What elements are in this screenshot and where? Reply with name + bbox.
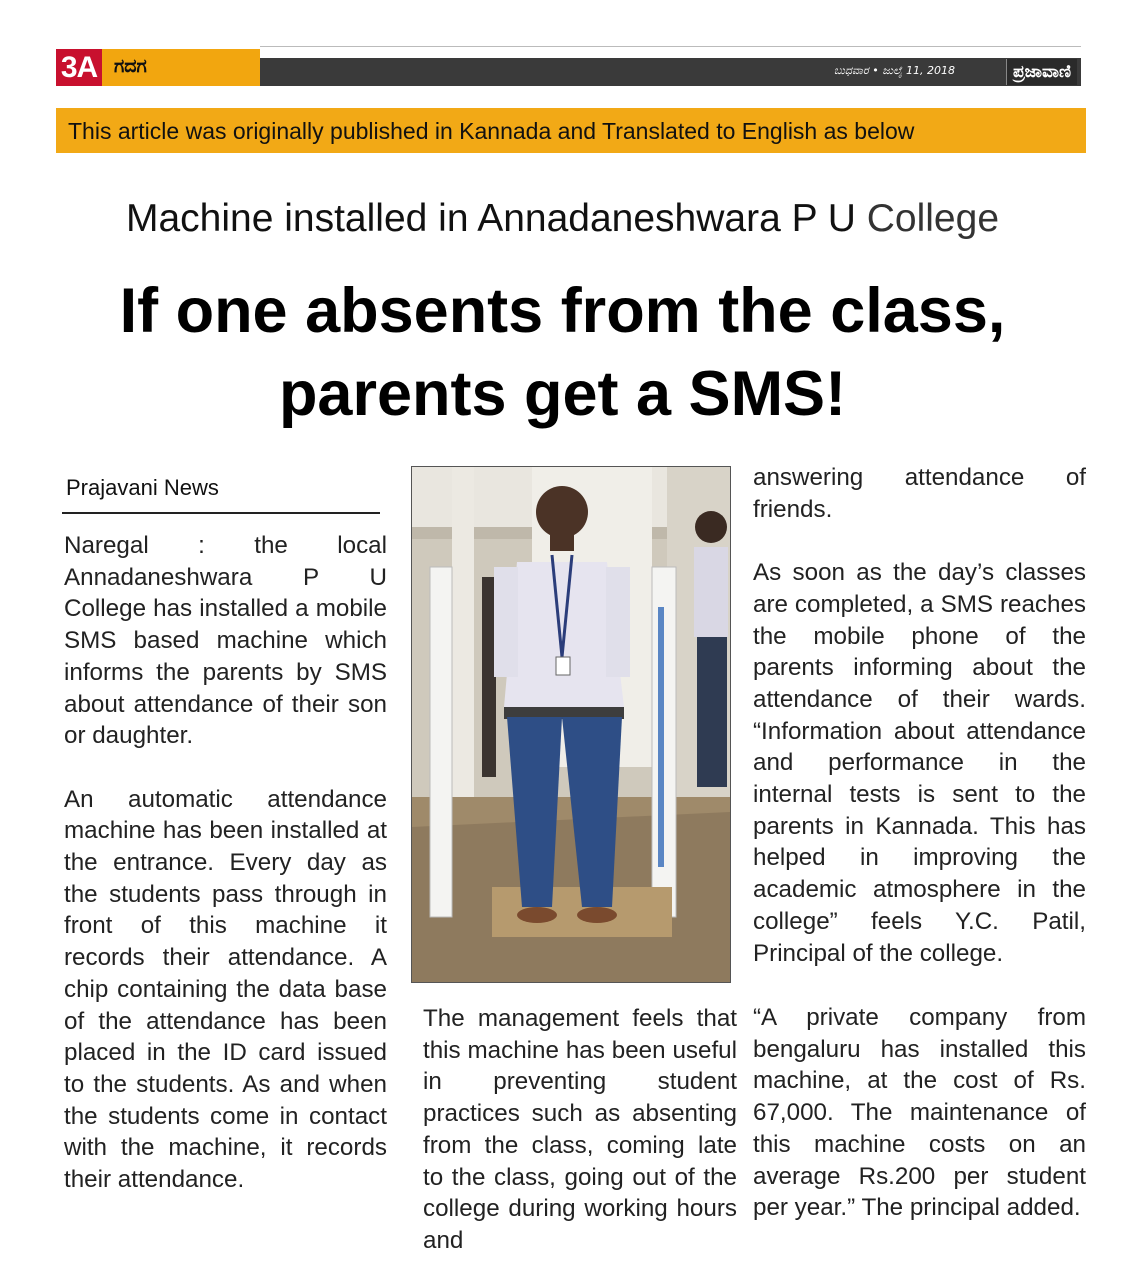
byline-rule [62, 512, 380, 514]
translation-notice-text: This article was originally published in Kannada and Translated to English as below [68, 118, 915, 144]
masthead [56, 46, 1081, 86]
paragraph: Naregal : the local Annadaneshwara P U College has installed a mobile SMS based machine which informs the parents by SMS about attendance of their son or daughter. [64, 532, 387, 750]
paragraph: answering attendance of friends. [753, 464, 1086, 523]
kicker-main: Machine installed in Annadaneshwara P U [125, 197, 867, 240]
article-headline [0, 270, 1125, 436]
paragraph: As soon as the day’s classes are completed, a SMS reaches the mobile phone of the parents informing about the attendance of their wards. “Information about attendance and performance in the internal tests is sent to the parents in Kannada. This has helped in improving the academic atmosphere in the college” feels Y.C. Patil, Principal of the college. [753, 559, 1086, 967]
kicker-end: College [866, 197, 1000, 240]
article-column-3 [753, 462, 1086, 969]
section-name: ಗದಗ [114, 55, 147, 77]
masthead-dark-band [260, 58, 1081, 86]
byline: Prajavani News [66, 475, 219, 500]
newspaper-logo: ಪ್ರಜಾವಾಣಿ [1006, 59, 1077, 85]
article-photo [411, 466, 731, 983]
section-band [102, 49, 260, 86]
paragraph: An automatic attendance machine has been installed at the entrance. Every day as the students pass through in front of this machine it records their attendance. A chip containing the data base of the attendance has been placed in the ID card issued to the students. As and when the students come in contact with the machine, it records their attendance. [64, 785, 387, 1194]
article-column-3-lower [753, 1002, 1086, 1224]
article-column-2 [423, 1003, 737, 1257]
page-number-badge: 3A [56, 49, 102, 86]
article-kicker [0, 197, 1125, 241]
translation-notice [56, 108, 1086, 153]
issue-date: ಬುಧವಾರ • ಜುಲೈ 11, 2018 [833, 64, 955, 77]
headline-line-2: parents get a SMS! [278, 359, 847, 429]
paragraph: The management feels that this machine has been useful in preventing student practices such as absenting from the class, coming late to the class, going out of the college during working hours and [423, 1005, 737, 1254]
article-column-1 [64, 530, 387, 1196]
headline-line-1: If one absents from the class, [119, 276, 1006, 346]
masthead-top-rule [260, 46, 1081, 50]
paragraph: “A private company from bengaluru has installed this machine, at the cost of Rs. 67,000. The maintenance of this machine costs on an average Rs.200 per student per year.” The principal added. [753, 1004, 1086, 1222]
student-at-attendance-gate-image [412, 467, 730, 982]
